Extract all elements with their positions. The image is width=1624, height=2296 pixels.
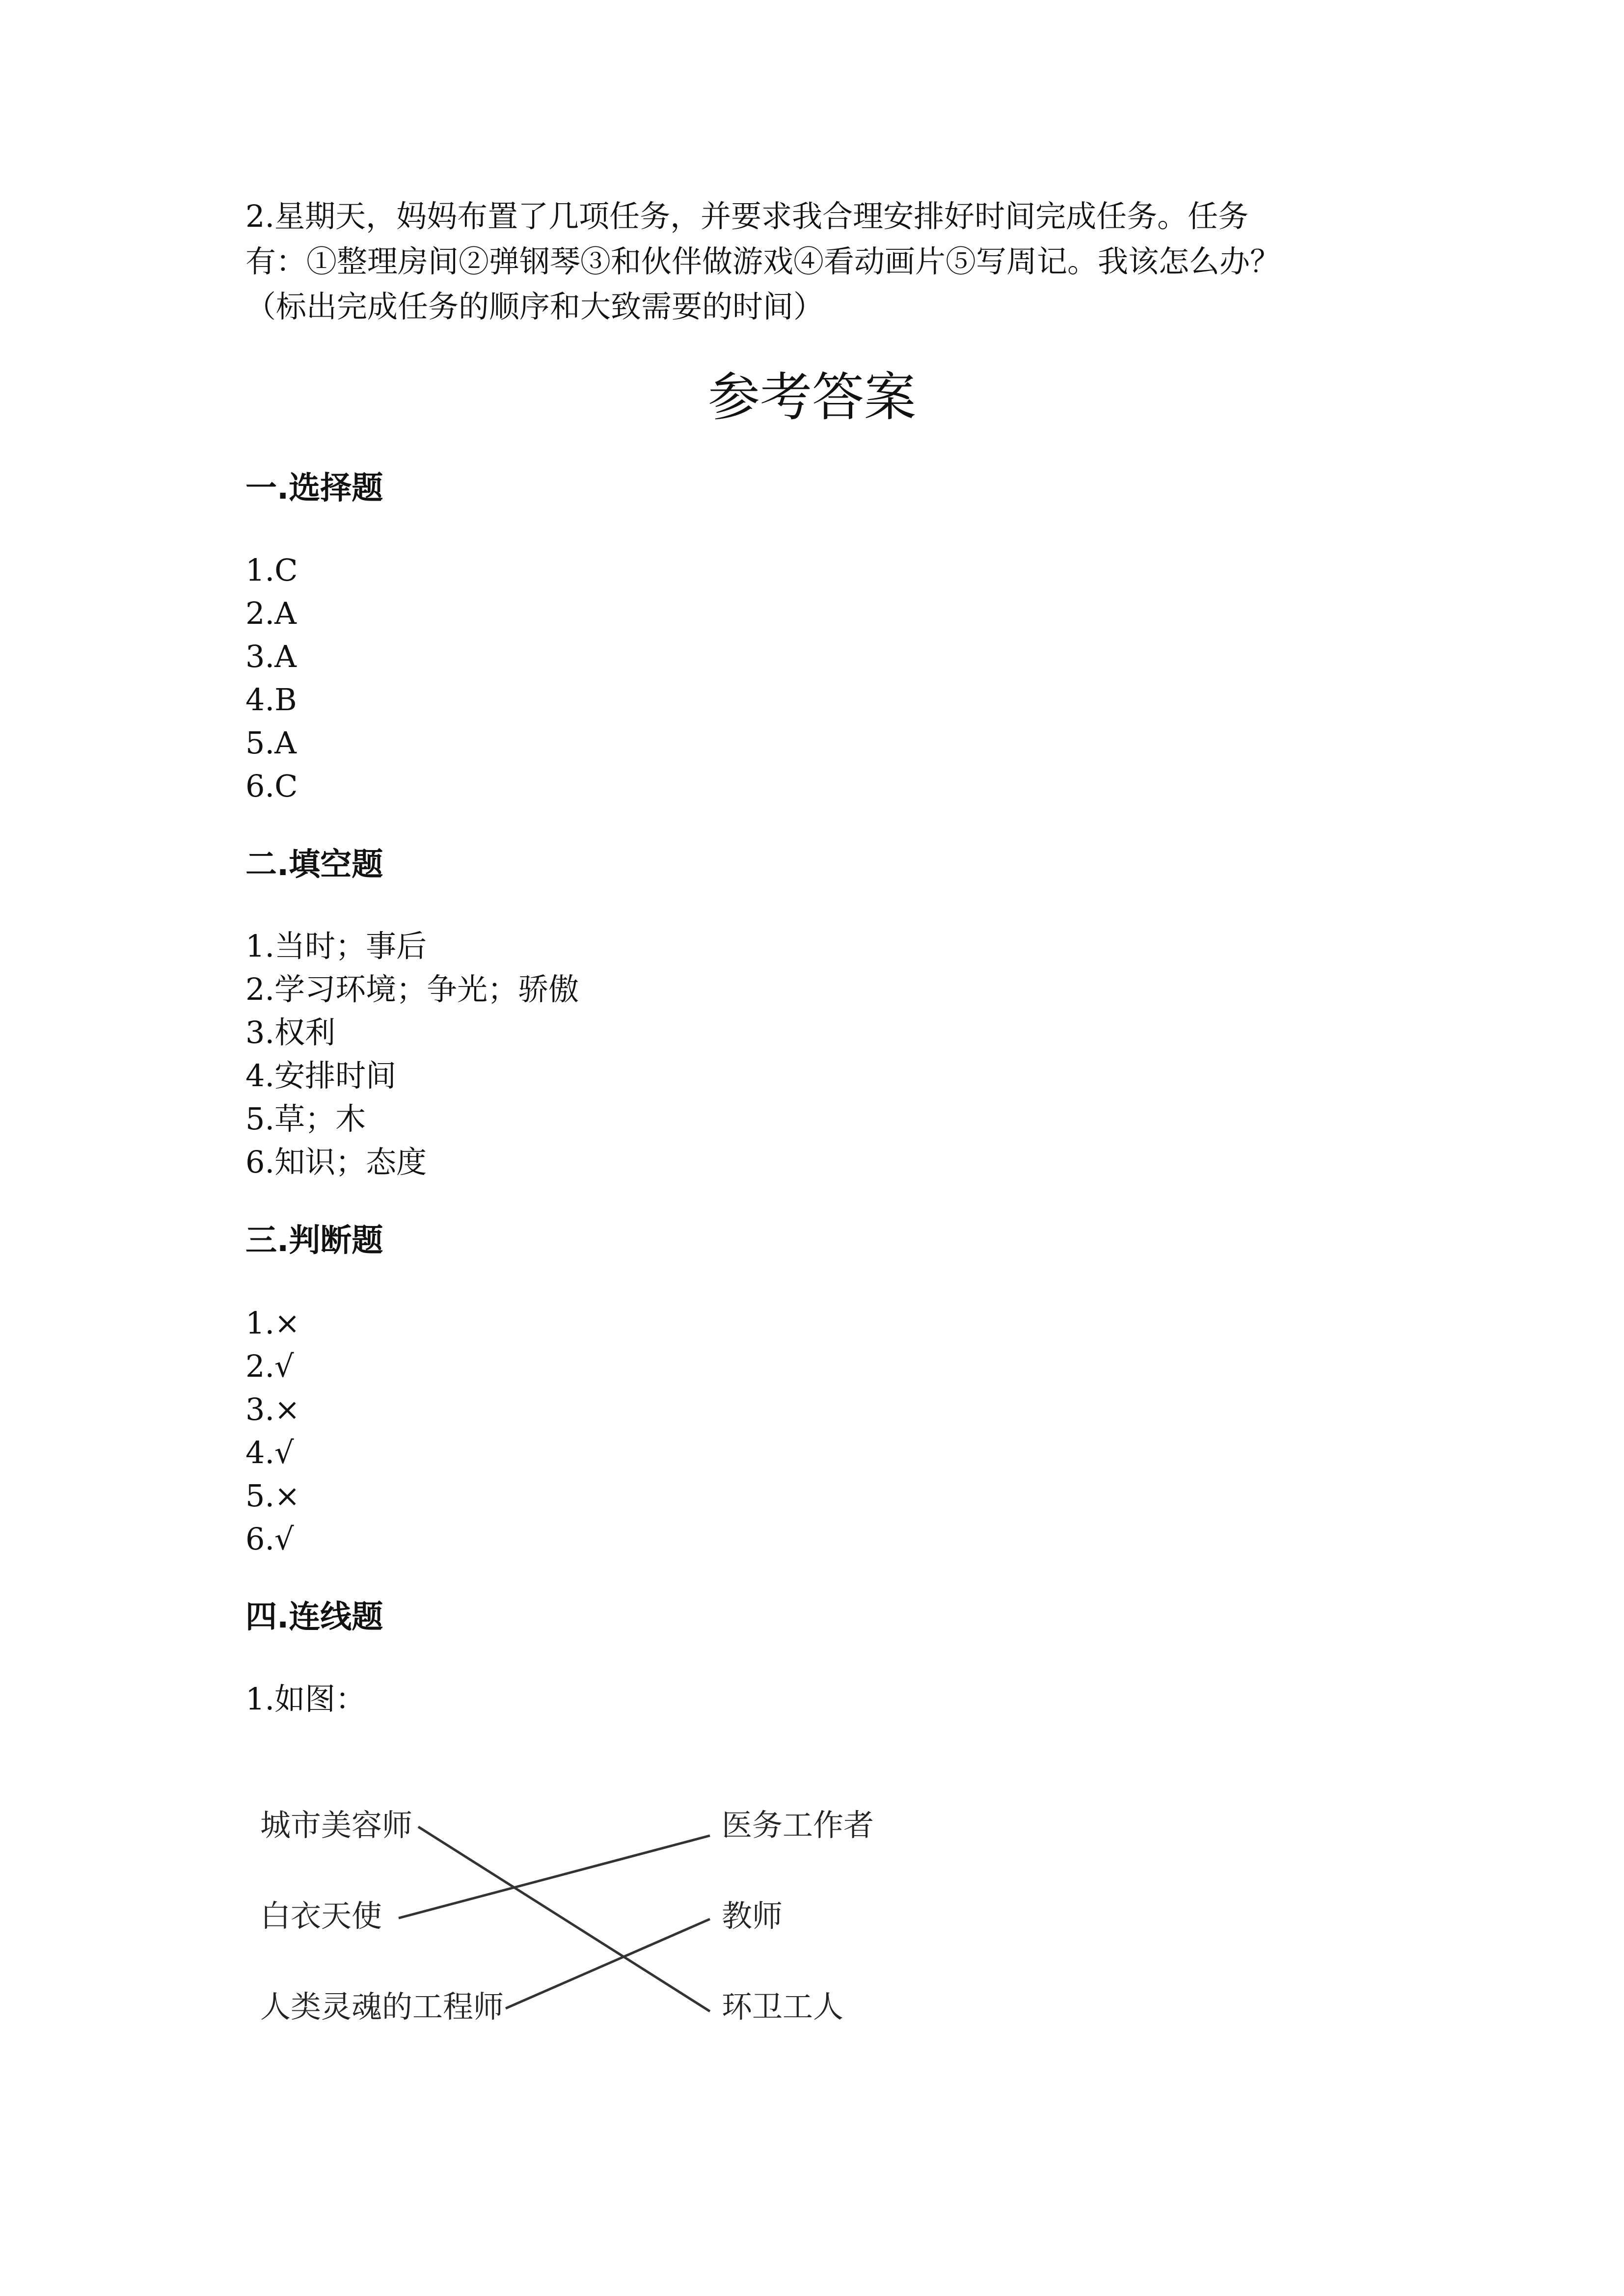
answer-item: 6.C [245, 768, 298, 804]
answer-item: 1.× [245, 1305, 300, 1341]
answer-item: 6.√ [245, 1521, 294, 1557]
matching-right-item: 医务工作者 [722, 1807, 874, 1843]
matching-left-item: 城市美容师 [260, 1807, 413, 1843]
connection-line [506, 1919, 710, 2008]
answer-item: 4.安排时间 [245, 1058, 397, 1094]
answer-item: 1.当时；事后 [245, 928, 427, 964]
answer-item: 4.√ [245, 1435, 294, 1470]
matching-left-item: 白衣天使 [260, 1898, 382, 1934]
question-line: （标出完成任务的顺序和大致需要的时间） [245, 289, 824, 324]
answer-key-title: 参考答案 [708, 367, 916, 427]
section-heading-fill-blank: 二.填空题 [245, 847, 383, 883]
answer-item: 3.A [245, 639, 297, 674]
matching-right-item: 环卫工人 [722, 1989, 844, 2025]
matching-left-item: 人类灵魂的工程师 [260, 1989, 504, 2025]
answer-item: 1.C [245, 552, 298, 588]
question-line: 有：①整理房间②弹钢琴③和伙伴做游戏④看动画片⑤写周记。我该怎么办？ [245, 243, 1281, 279]
answer-item: 6.知识；态度 [245, 1144, 427, 1180]
answer-item: 2.√ [245, 1348, 294, 1384]
answer-item: 5.A [245, 725, 297, 761]
section-heading-choice: 一.选择题 [245, 470, 383, 507]
answer-item: 1.如图： [245, 1681, 366, 1717]
answer-item: 3.权利 [245, 1015, 336, 1050]
answer-item: 5.× [245, 1478, 300, 1514]
section-heading-true-false: 三.判断题 [245, 1223, 383, 1259]
connection-line [399, 1836, 710, 1918]
section-heading-matching: 四.连线题 [245, 1599, 383, 1635]
answer-item: 5.草；木 [245, 1101, 366, 1137]
question-line: 2.星期天，妈妈布置了几项任务，并要求我合理安排好时间完成任务。任务 [245, 198, 1249, 234]
answer-item: 4.B [245, 682, 297, 718]
answer-item: 2.A [245, 595, 297, 631]
matching-right-item: 教师 [722, 1898, 783, 1934]
answer-item: 3.× [245, 1391, 300, 1427]
answer-item: 2.学习环境；争光；骄傲 [245, 971, 579, 1007]
